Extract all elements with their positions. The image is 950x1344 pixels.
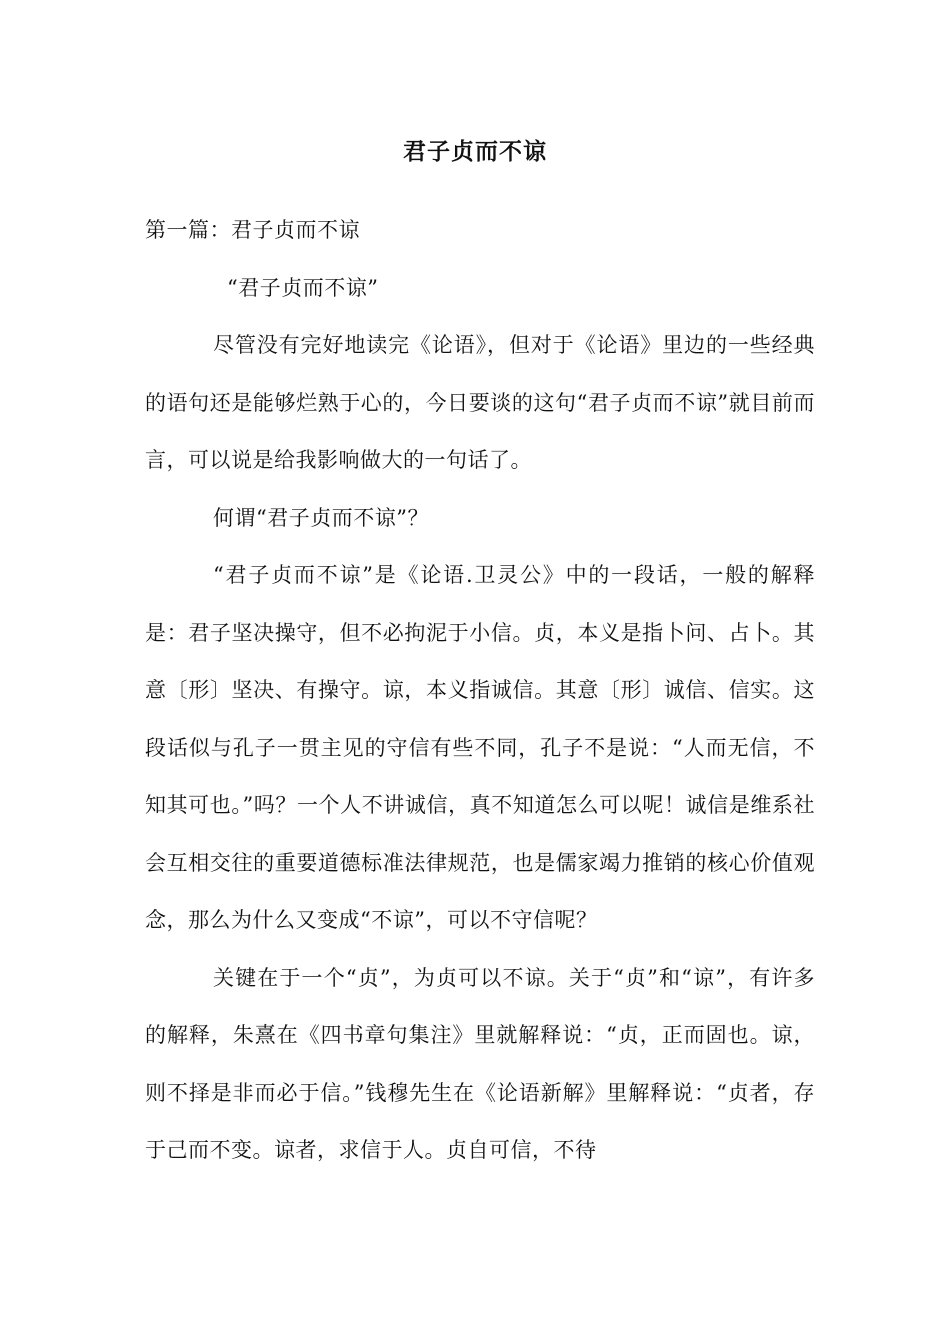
paragraph: 何谓“君子贞而不谅”？ xyxy=(213,505,429,530)
paragraph: 尽管没有完好地读完《论语》，但对于《论语》里边的一些经典的语句还是能够烂熟于心的，今日要谈的这句“君子贞而不谅”就目前而言，可以说是给我影响做大的一句话了。 xyxy=(145,333,815,472)
document-title: 君子贞而不谅 xyxy=(403,139,547,165)
document-body xyxy=(145,202,815,1180)
paragraph: “君子贞而不谅”是《论语.卫灵公》中的一段话，一般的解释是：君子坚决操守，但不必拘泥于小信。贞，本义是指卜问、占卜。其意〔形〕坚决、有操守。谅，本义指诚信。其意〔形〕诚信、信实。这段话似与孔子一贯主见的守信有些不同，孔子不是说：“人而无信，不知其可也。”吗？一个人不讲诚信，真不知道怎么可以呢！诚信是维系社会互相交往的重要道德标准法律规范，也是儒家竭力推销的核心价值观念，那么为什么又变成“不谅”，可以不守信呢？ xyxy=(145,563,815,932)
quote-heading: “君子贞而不谅” xyxy=(227,275,379,300)
section-heading: 第一篇：君子贞而不谅 xyxy=(145,218,360,242)
paragraph: 关键在于一个“贞”，为贞可以不谅。关于“贞”和“谅”，有许多的解释，朱熹在《四书章句集注》里就解释说：“贞，正而固也。谅，则不择是非而必于信。”钱穆先生在《论语新解》里解释说：“贞者，存于己而不变。谅者，求信于人。贞自可信，不待 xyxy=(145,965,815,1162)
